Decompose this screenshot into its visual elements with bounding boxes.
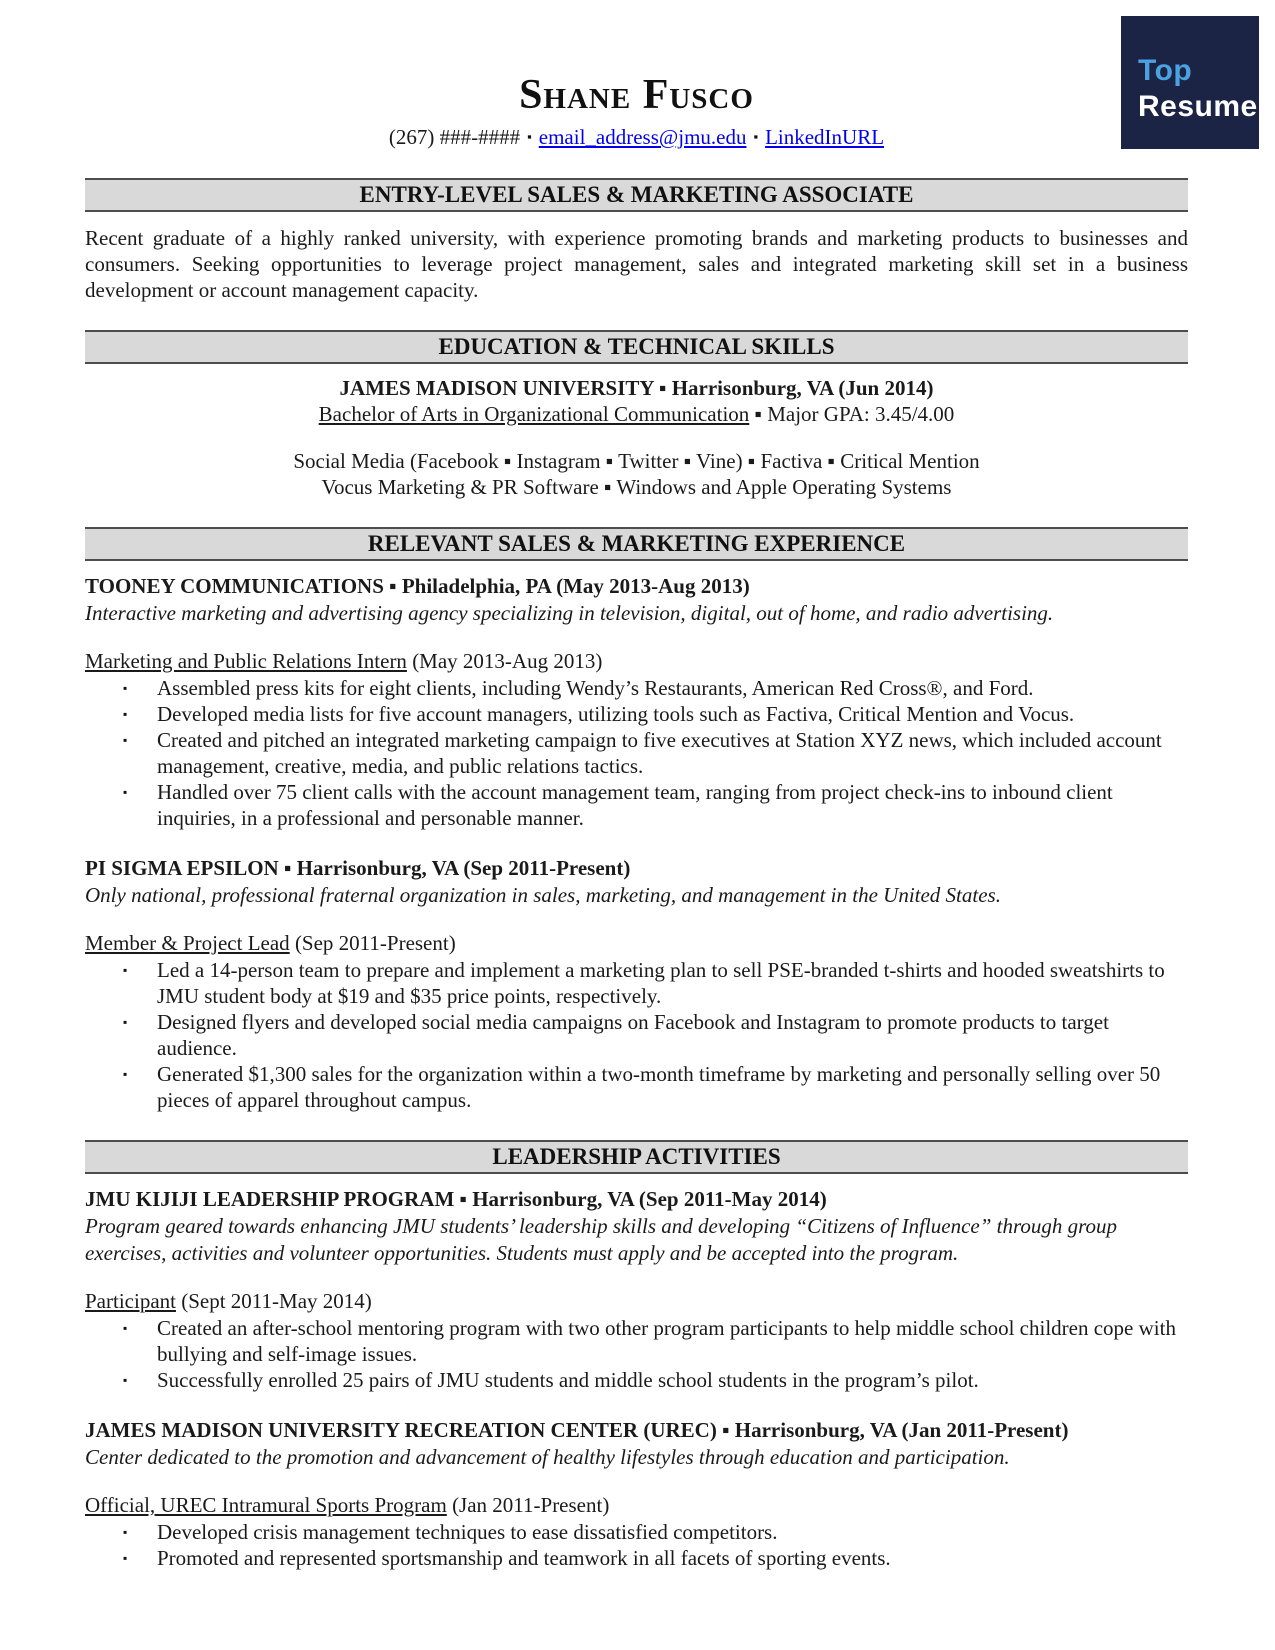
degree-gpa: ▪ Major GPA: 3.45/4.00: [749, 402, 955, 426]
section-header-label: LEADERSHIP ACTIVITIES: [492, 1144, 781, 1169]
entry-tagline: Interactive marketing and advertising agency specializing in television, digital, out of home, and radio advertising.: [85, 601, 1054, 625]
bullet-marker-icon: ▪: [123, 963, 128, 977]
bullet-text: Generated $1,300 sales for the organization within a two-month timeframe by marketing and personally selling over 50 pieces of apparel throughout campus.: [157, 1062, 1161, 1112]
section-header-experience: [85, 527, 1188, 561]
bullet-text: Developed media lists for five account managers, utilizing tools such as Factiva, Critical Mention and Vocus.: [157, 702, 1075, 726]
bullet-item: [85, 701, 1188, 727]
bullet-text: Successfully enrolled 25 pairs of JMU students and middle school students in the program’s pilot.: [157, 1368, 979, 1392]
section-header-label: RELEVANT SALES & MARKETING EXPERIENCE: [367, 531, 906, 556]
topresume-logo-resume-word: Resume: [1138, 90, 1258, 123]
bullet-item: [85, 1315, 1188, 1367]
topresume-logo-resume-text: [1138, 86, 1268, 123]
role-dates: (May 2013-Aug 2013): [406, 649, 603, 673]
role-title: Participant: [85, 1289, 176, 1313]
leadership-entry: [85, 1417, 1188, 1571]
org-name: JAMES MADISON UNIVERSITY RECREATION CENTER (UREC): [85, 1418, 717, 1442]
role-dates: (Sept 2011-May 2014): [175, 1289, 372, 1313]
role-dates: (Sep 2011-Present): [289, 931, 456, 955]
bullet-list: [85, 675, 1188, 831]
entry-role-line: [85, 1288, 1188, 1315]
bullet-text: Created and pitched an integrated marketing campaign to five executives at Station XYZ news, which included account management, creative, media, and public relations tactics.: [157, 728, 1162, 778]
school-location-date: ▪ Harrisonburg, VA (Jun 2014): [653, 376, 934, 400]
entry-tagline: Only national, professional fraternal organization in sales, marketing, and management in the United States.: [85, 883, 1001, 907]
bullet-item: [85, 957, 1188, 1009]
education-degree-line: [85, 401, 1188, 427]
entry-tagline: Center dedicated to the promotion and advancement of healthy lifestyles through education and participation.: [85, 1445, 1010, 1469]
section-header-label: EDUCATION & TECHNICAL SKILLS: [438, 334, 835, 359]
bullet-text: Promoted and represented sportsmanship and teamwork in all facets of sporting events.: [157, 1546, 891, 1570]
resume-name: Shane Fusco: [519, 72, 754, 118]
bullet-marker-icon: ▪: [123, 1551, 128, 1565]
bullet-item: [85, 1519, 1188, 1545]
experience-entry: [85, 573, 1188, 831]
org-location-date: ▪ Harrisonburg, VA (Jan 2011-Present): [716, 1418, 1069, 1442]
bullet-item: [85, 1061, 1188, 1113]
entry-org-line: [85, 1186, 1188, 1213]
entry-org-line: [85, 1417, 1188, 1444]
bullet-marker-icon: ▪: [123, 1525, 128, 1539]
registered-trademark-icon: ®: [1258, 96, 1268, 108]
topresume-logo: [1121, 16, 1268, 149]
topresume-logo-top-text: Top: [1138, 54, 1193, 87]
contact-email-link[interactable]: email_address@jmu.edu: [538, 125, 747, 149]
role-title: Member & Project Lead: [85, 931, 290, 955]
section-header-education: [85, 330, 1188, 364]
bullet-text: Handled over 75 client calls with the account management team, ranging from project check-ins to inbound client inquiries, in a professional and personable manner.: [157, 780, 1113, 830]
section-header-job-title: [85, 178, 1188, 212]
skills-line-2: Vocus Marketing & PR Software ▪ Windows and Apple Operating Systems: [321, 475, 952, 499]
entry-role-line: [85, 930, 1188, 957]
bullet-item: [85, 1367, 1188, 1393]
bullet-item: [85, 675, 1188, 701]
bullet-text: Developed crisis management techniques to ease dissatisfied competitors.: [157, 1520, 778, 1544]
summary-paragraph: Recent graduate of a highly ranked university, with experience promoting brands and marketing products to businesses and consumers. Seeking opportunities to leverage project management, sales and integrated marketing skill set in a business development or account management capacity.: [85, 226, 1188, 302]
bullet-marker-icon: ▪: [123, 1373, 128, 1387]
contact-linkedin-link[interactable]: LinkedInURL: [765, 125, 885, 149]
role-title: Official, UREC Intramural Sports Program: [85, 1493, 447, 1517]
entry-role-line: [85, 648, 1188, 675]
entry-role-line: [85, 1492, 1188, 1519]
bullet-list: [85, 957, 1188, 1113]
degree-name: Bachelor of Arts in Organizational Communication: [318, 402, 750, 426]
org-name: PI SIGMA EPSILON: [85, 856, 279, 880]
role-title: Marketing and Public Relations Intern: [85, 649, 407, 673]
bullet-text: Led a 14-person team to prepare and implement a marketing plan to sell PSE-branded t-shirts and hooded sweatshirts to JMU student body at $19 and $35 price points, respectively.: [157, 958, 1165, 1008]
entry-org-line: [85, 573, 1188, 600]
experience-entry: [85, 855, 1188, 1113]
education-school-line: [85, 375, 1188, 401]
bullet-list: [85, 1519, 1188, 1571]
contact-phone: (267) ###-####: [388, 125, 521, 149]
org-name: JMU KIJIJI LEADERSHIP PROGRAM: [85, 1187, 455, 1211]
skills-line-1: Social Media (Facebook ▪ Instagram ▪ Twitter ▪ Vine) ▪ Factiva ▪ Critical Mention: [293, 449, 980, 473]
bullet-text: Designed flyers and developed social media campaigns on Facebook and Instagram to promote products to target audience.: [157, 1010, 1109, 1060]
bullet-item: [85, 1009, 1188, 1061]
org-location-date: ▪ Harrisonburg, VA (Sep 2011-May 2014): [454, 1187, 827, 1211]
entry-tagline: Program geared towards enhancing JMU students’ leadership skills and developing “Citizens of Influence” through group exercises, activities and volunteer opportunities. Students must apply and be accepted into the program.: [85, 1214, 1118, 1265]
org-location-date: ▪ Philadelphia, PA (May 2013-Aug 2013): [383, 574, 750, 598]
org-name: TOONEY COMMUNICATIONS: [85, 574, 384, 598]
school-name: JAMES MADISON UNIVERSITY: [339, 376, 654, 400]
entry-org-line: [85, 855, 1188, 882]
section-header-leadership: [85, 1140, 1188, 1174]
section-header-label: ENTRY-LEVEL SALES & MARKETING ASSOCIATE: [359, 182, 914, 207]
separator-square-icon: ▪: [753, 129, 759, 144]
contact-line: [85, 123, 1188, 151]
resume-header: [85, 72, 1188, 151]
separator-square-icon: ▪: [527, 129, 532, 144]
bullet-marker-icon: ▪: [123, 733, 128, 747]
bullet-marker-icon: ▪: [123, 1067, 128, 1081]
bullet-text: Assembled press kits for eight clients, including Wendy’s Restaurants, American Red Cross®, and Ford.: [157, 676, 1034, 700]
bullet-text: Created an after-school mentoring program with two other program participants to help middle school children cope with bullying and self-image issues.: [157, 1316, 1176, 1366]
bullet-marker-icon: ▪: [123, 681, 128, 695]
bullet-item: [85, 779, 1188, 831]
bullet-marker-icon: ▪: [123, 707, 128, 721]
bullet-marker-icon: ▪: [123, 1321, 128, 1335]
bullet-item: [85, 727, 1188, 779]
bullet-marker-icon: ▪: [123, 785, 128, 799]
bullet-list: [85, 1315, 1188, 1393]
org-location-date: ▪ Harrisonburg, VA (Sep 2011-Present): [278, 856, 631, 880]
leadership-entry: [85, 1186, 1188, 1393]
role-dates: (Jan 2011-Present): [446, 1493, 610, 1517]
bullet-item: [85, 1545, 1188, 1571]
bullet-marker-icon: ▪: [123, 1015, 128, 1029]
education-block: [85, 375, 1188, 500]
